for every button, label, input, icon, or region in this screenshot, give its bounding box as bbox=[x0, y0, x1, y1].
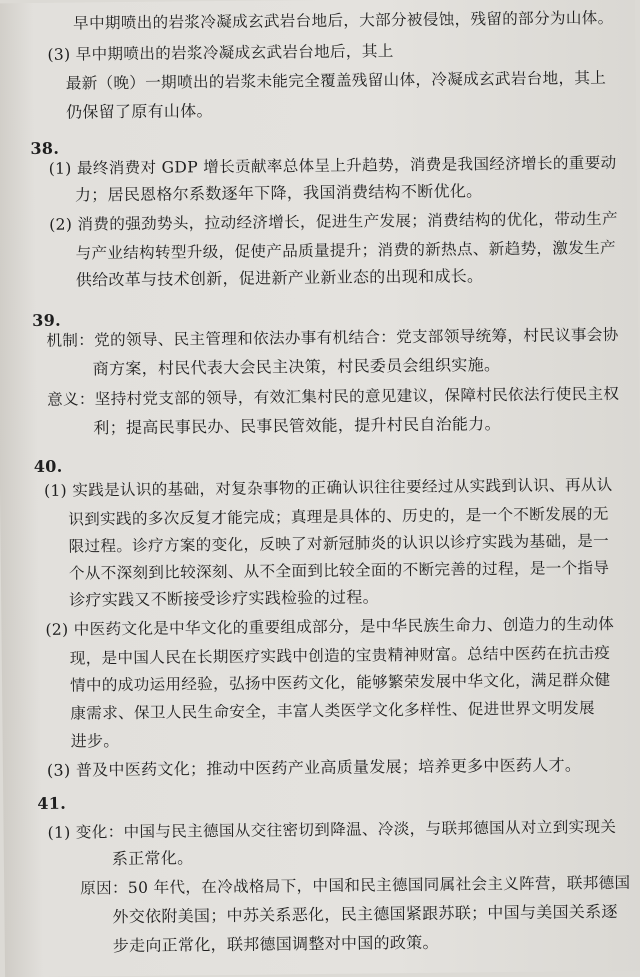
answer-40-part-1-line-5: 诊疗实践又不断接受诊疗实践检验的过程。 bbox=[69, 587, 379, 610]
answer-41-reason-line-2: 外交依附美国；中苏关系恶化，民主德国紧跟苏联；中国与美国关系逐 bbox=[112, 901, 618, 927]
answer-41-change-line-1: (1) 变化：中国与民主德国从交往密切到降温、冷淡，与联邦德国从对立到实现关 bbox=[47, 817, 617, 842]
answer-38-line-5: 供给改革与技术创新，促进新产业新业态的出现和成长。 bbox=[75, 266, 484, 290]
answer-40-part-1-line-2: 识到实践的多次反复才能完成；真理是具体的、历史的，是一个不断发展的无 bbox=[68, 504, 609, 529]
answer-39-significance-line-2: 利；提高民事民办、民事民管效能，提升村民自治能力。 bbox=[93, 414, 501, 438]
answer-38-line-2: 力；居民恩格尔系数逐年下降，我国消费结构不断优化。 bbox=[74, 181, 483, 205]
answer-41-reason-line-3: 步走向正常化，联邦德国调整对中国的政策。 bbox=[112, 932, 439, 956]
answer-40-part-2-line-1: (2) 中医药文化是中华文化的重要组成部分，是中华民族生命力、创造力的生动体 bbox=[45, 614, 615, 639]
answer-38-line-3: (2) 消费的强劲势头，拉动经济增长，促进生产发展；消费结构的优化，带动生产 bbox=[49, 209, 618, 234]
answer-39-mechanism-line-1: 机制：党的领导、民主管理和依法办事有机结合：党支部领导统筹，村民议事会协 bbox=[46, 325, 619, 350]
question-41-number: 41. bbox=[37, 793, 67, 813]
answer-40-part-2-line-2: 现，是中国人民在长期医疗实践中创造的宝贵精神财富。总结中医药在抗击疫 bbox=[69, 643, 611, 668]
question-38-number: 38. bbox=[30, 138, 60, 159]
answer-40-part-1-line-3: 限过程。诊疗方案的变化，反映了对新冠肺炎的认识以诊疗实践为基础，是一 bbox=[68, 531, 610, 556]
answer-40-part-2-line-4: 康需求、保卫人民生命安全，丰富人类医学文化多样性、促进世界文明发展 bbox=[70, 699, 595, 723]
answer-38-line-1: (1) 最终消费对 GDP 增长贡献率总体呈上升趋势，消费是我国经济增长的重要动 bbox=[48, 153, 617, 178]
answer-40-part-2-line-5: 进步。 bbox=[70, 731, 120, 751]
answer-41-change-line-2: 系正常化。 bbox=[111, 848, 194, 869]
answer-41-reason-line-1: 原因：50 年代，在冷战格局下，中国和民主德国同属社会主义阵营，联邦德国 bbox=[80, 873, 631, 898]
question-39-number: 39. bbox=[32, 310, 62, 331]
answer-39-significance-line-1: 意义：坚持村党支部的领导，有效汇集村民的意见建议，保障村民依法行使民主权 bbox=[46, 384, 620, 409]
answer-37-part-3-line-1: (3) 早中期喷出的岩浆冷凝成玄武岩台地后，其上 bbox=[47, 42, 394, 64]
answer-40-part-1-line-4: 个从不深刻到比较深刻、从不全面到比较全面的不断完善的过程，是一个指导 bbox=[68, 558, 610, 583]
answer-37-line-1: 早中期喷出的岩浆冷凝成玄武岩台地后，大部分被侵蚀，残留的部分为山体。 bbox=[73, 8, 614, 33]
answer-40-part-1-line-1: (1) 实践是认识的基础，对复杂事物的正确认识往往要经过从实践到认识、再从认 bbox=[43, 475, 613, 500]
question-40-number: 40. bbox=[33, 456, 63, 476]
answer-40-part-3: (3) 普及中医药文化；推动中医药产业高质量发展；培养更多中医药人才。 bbox=[46, 755, 582, 780]
answer-38-line-4: 与产业结构转型升级，促使产品质量提升；消费的新热点、新趋势，激发生产 bbox=[75, 238, 616, 263]
answer-39-mechanism-line-2: 商方案，村民代表大会民主决策，村民委员会组织实施。 bbox=[92, 355, 501, 379]
answer-37-part-3-line-3: 仍保留了原有山体。 bbox=[65, 101, 213, 122]
answer-37-part-3-line-2: 最新（晚）一期喷出的岩浆未能完全覆盖残留山体，冷凝成玄武岩台地，其上 bbox=[65, 68, 607, 93]
answer-40-part-2-line-3: 情中的成功运用经验，弘扬中医药文化，能够繁荣发展中华文化，满足群众健 bbox=[69, 670, 611, 695]
